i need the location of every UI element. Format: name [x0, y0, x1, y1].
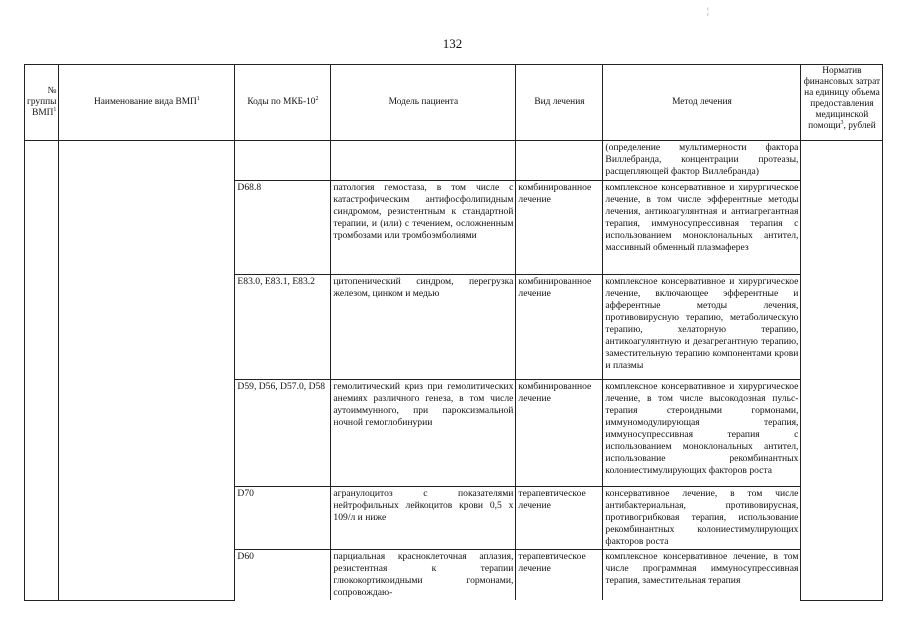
- header-vmp-name: Наименование вида ВМП$^1$: [59, 65, 235, 141]
- method-cell: комплексное консервативное и хирургическое лечение, включающее эфферентные и афферентные методы лечения, противовирусную терапию, метаболическую терапию, хелаторную терапию, антикоагулянтную и дезагрегантную терапию, заместительную терапию компонентами крови и плазмы: [603, 275, 801, 380]
- model-cell: агранулоцитоз с показателями нейтрофильных лейкоцитов крови 0,5 x 109/л и ниже: [331, 487, 516, 550]
- cost-cell: [801, 141, 883, 601]
- header-treatment-method: Метод лечения: [603, 65, 801, 141]
- model-cell: цитопенический синдром, перегрузка железом, цинком и медью: [331, 275, 516, 380]
- type-cell: терапевтическое лечение: [516, 550, 603, 601]
- model-cell: парциальная красноклеточная аплазия, резистентная к терапии глюкокортикоидными гормонами, сопровождаю-: [331, 550, 516, 601]
- header-cost-norm: Норматив финансовых затрат на единицу объема предоставления медицинской помощи$^3$, рублей: [801, 65, 883, 141]
- table-row: [25, 141, 883, 181]
- header-patient-model: Модель пациента: [331, 65, 516, 141]
- type-cell: терапевтическое лечение: [516, 487, 603, 550]
- mkb-cell: [235, 141, 331, 181]
- header-mkb-codes: Коды по МКБ-$10^2$: [235, 65, 331, 141]
- method-cell: комплексное консервативное лечение, в том числе программная иммуносупрессивная терапия, заместительная терапия: [603, 550, 801, 601]
- header-treatment-type: Вид лечения: [516, 65, 603, 141]
- group-cell: [25, 141, 59, 601]
- vmp-name-cell: [59, 141, 235, 601]
- page-number: 132: [442, 36, 463, 51]
- type-cell: комбинированное лечение: [516, 380, 603, 487]
- vmp-table: [24, 64, 883, 601]
- mkb-cell: D68.8: [235, 181, 331, 275]
- mkb-cell: D59, D56, D57.0, D58: [235, 380, 331, 487]
- method-cell: консервативное лечение, в том числе антибактериальная, противовирусная, противогрибковая терапия, использование рекомбинантных колониестимулирующих факторов роста: [603, 487, 801, 550]
- header-group-number: № группы ВМП$^1$: [25, 65, 59, 141]
- table-header-row: [25, 65, 883, 141]
- method-cell: (определение мультимерности фактора Виллебранда, концентрации протеазы, расщепляющей фактор Виллебранда): [603, 141, 801, 181]
- mkb-cell: D70: [235, 487, 331, 550]
- model-cell: гемолитический криз при гемолитических анемиях различного генеза, в том числе аутоиммунного, при пароксизмальной ночной гемоглобинурии: [331, 380, 516, 487]
- model-cell: [331, 141, 516, 181]
- type-cell: комбинированное лечение: [516, 181, 603, 275]
- model-cell: патология гемостаза, в том числе с катастрофическим антифосфолипидным синдромом, резистентным к стандартной терапии, и (или) с течением, осложненным тромбозами или тромбоэмболиями: [331, 181, 516, 275]
- mkb-cell: D60: [235, 550, 331, 601]
- type-cell: [516, 141, 603, 181]
- method-cell: комплексное консервативное и хирургическое лечение, в том числе высокодозная пульс-терапия стероидными гормонами, иммуномодулирующая терапия, иммуносупрессивная терапия с использованием моноклональных антител, использование рекомбинантных колониестимулирующих факторов роста: [603, 380, 801, 487]
- type-cell: комбинированное лечение: [516, 275, 603, 380]
- corner-mark: ¦: [707, 6, 709, 16]
- mkb-cell: E83.0, E83.1, E83.2: [235, 275, 331, 380]
- method-cell: комплексное консервативное и хирургическое лечение, в том числе эфферентные методы лечения, антикоагулянтная и антиагрегантная терапия, иммуносупрессивная терапия с использованием моноклональных антител, массивный обменный плазмаферез: [603, 181, 801, 275]
